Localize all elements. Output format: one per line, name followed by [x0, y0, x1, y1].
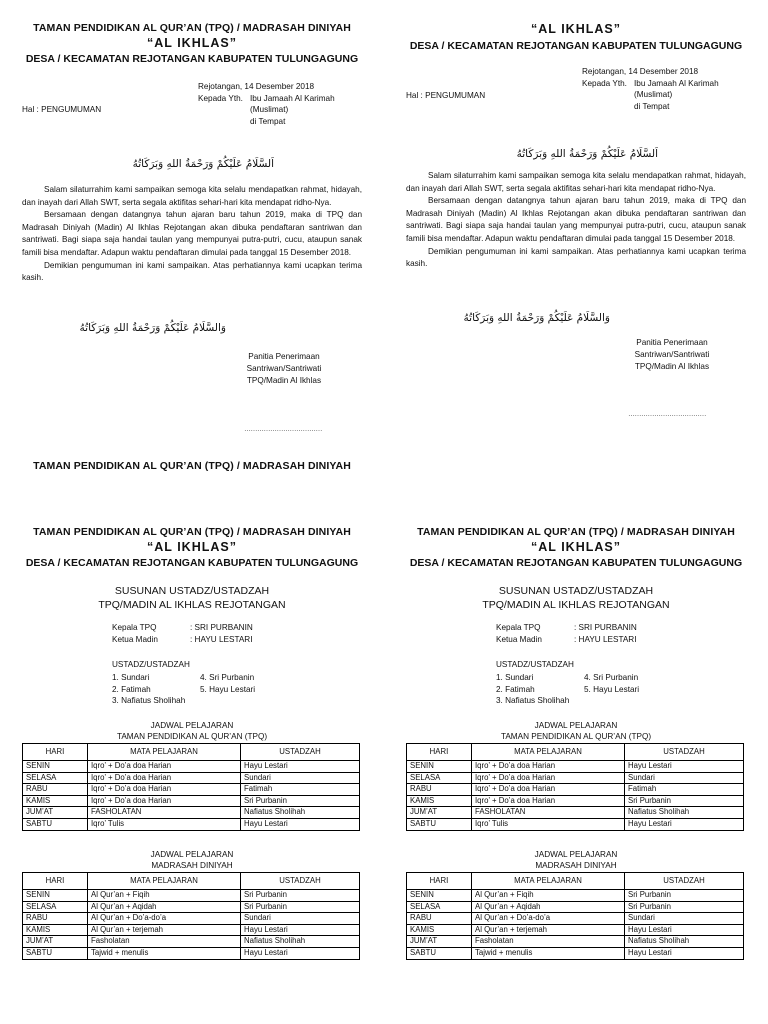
cell-day: JUM’AT: [23, 807, 88, 819]
cell-day: SELASA: [407, 772, 472, 784]
address-group: (Muslimat): [634, 90, 673, 100]
cell-subject: Al Qur’an + terjemah: [472, 924, 625, 936]
cell-subject: Iqro’ + Do’a doa Harian: [472, 761, 625, 773]
table-row: [407, 890, 744, 902]
cell-day: SELASA: [23, 901, 88, 913]
cell-subject: Iqro’ Tulis: [88, 818, 241, 830]
table-row: [407, 913, 744, 925]
table-row: [407, 818, 744, 830]
col-hari: HARI: [407, 744, 472, 761]
table-header-row: [23, 744, 360, 761]
table-row: [23, 901, 360, 913]
table-row: [407, 924, 744, 936]
table-header-row: [407, 873, 744, 890]
col-ustadzah: USTADZAH: [241, 744, 360, 761]
header-line-2: “AL IKHLAS”: [531, 540, 621, 554]
table-row: [23, 936, 360, 948]
table-row: [407, 761, 744, 773]
address-label: Kepada Yth.: [582, 78, 627, 88]
sign-line-1: Panitia Penerimaan: [636, 338, 708, 347]
table-row: [407, 901, 744, 913]
table-header-row: [23, 873, 360, 890]
table-row: [23, 818, 360, 830]
ustadz-heading: USTADZ/USTADZAH: [496, 660, 574, 669]
schedule-panel-left: [0, 512, 384, 1024]
staff-item: 2. Fatimah: [496, 684, 535, 694]
paragraph-1: Salam silaturrahim kami sampaikan semoga kita selalu mendapatkan rahmat, hidayah, dan inayah dari Allah SWT, serta segala aktifitas sehari-hari kita mendapat ridho-Nya.: [406, 171, 746, 193]
cell-teacher: Nafiatus Sholihah: [625, 936, 744, 948]
staff-item: 4. Sri Purbanin: [584, 673, 639, 682]
staff-title-1: SUSUNAN USTADZ/USTADZAH: [114, 585, 270, 597]
madin-schedule-title-1: JADWAL PELAJARAN: [534, 850, 618, 859]
address-place: di Tempat: [250, 116, 286, 126]
signature-block: [610, 337, 734, 373]
address-place: di Tempat: [634, 101, 670, 111]
salam-opening: اَلسَّلَامُ عَلَيْكُمْ وَرَحْمَةُ اللهِ وَبَرَكَاتُهُ: [516, 148, 658, 160]
cell-day: SABTU: [407, 818, 472, 830]
staff-list: [112, 672, 255, 707]
cell-subject: Fasholatan: [472, 936, 625, 948]
cell-subject: Tajwid + menulis: [472, 947, 625, 959]
tpq-schedule-title-1: JADWAL PELAJARAN: [534, 721, 618, 730]
staff-title-2: TPQ/MADIN AL IKHLAS REJOTANGAN: [482, 599, 670, 611]
paragraph-3: Demikian pengumuman ini kami sampaikan. Atas perhatiannya kami ucapkan terima kasih.: [22, 260, 362, 283]
cell-teacher: Fatimah: [625, 784, 744, 796]
letter-address: [198, 81, 335, 127]
staff-list: [496, 672, 639, 707]
tpq-schedule-title-1: JADWAL PELAJARAN: [150, 721, 234, 730]
cell-teacher: Hayu Lestari: [625, 924, 744, 936]
table-row: [407, 807, 744, 819]
madin-schedule-table: [22, 872, 360, 960]
schedule-panel-right: [384, 512, 768, 1024]
paragraph-3: Demikian pengumuman ini kami sampaikan. Atas perhatiannya kami ucapkan terima kasih.: [406, 246, 746, 269]
table-row: [407, 947, 744, 959]
cell-teacher: Sundari: [625, 913, 744, 925]
cell-subject: Al Qur’an + terjemah: [88, 924, 241, 936]
col-mapel: MATA PELAJARAN: [472, 744, 625, 761]
cell-day: RABU: [23, 784, 88, 796]
cell-teacher: Sri Purbanin: [625, 795, 744, 807]
table-row: [23, 795, 360, 807]
sign-line-2: Santriwan/Santriwati: [246, 364, 322, 373]
salam-closing: وَالسَّلَامُ عَلَيْكُمْ وَرَحْمَةُ اللهِ وَبَرَكَاتُهُ: [79, 322, 226, 334]
cell-day: SELASA: [23, 772, 88, 784]
leaders: [112, 622, 253, 645]
cell-subject: Iqro’ + Do’a doa Harian: [472, 772, 625, 784]
table-row: [23, 913, 360, 925]
kepala-label: Kepala TPQ: [112, 623, 157, 632]
tpq-schedule-title-2: TAMAN PENDIDIKAN AL QUR’AN (TPQ): [116, 732, 268, 741]
ketua-value: : HAYU LESTARI: [190, 634, 253, 644]
address-group: (Muslimat): [250, 105, 289, 115]
repeat-header: TAMAN PENDIDIKAN AL QUR’AN (TPQ) / MADRASAH DINIYAH: [33, 460, 351, 472]
cell-teacher: Nafiatus Sholihah: [241, 936, 360, 948]
cell-subject: Al Qur’an + Fiqih: [88, 890, 241, 902]
cell-day: SABTU: [23, 818, 88, 830]
ustadz-heading: USTADZ/USTADZAH: [112, 660, 190, 669]
cell-teacher: Fatimah: [241, 784, 360, 796]
col-hari: HARI: [23, 873, 88, 890]
cell-subject: Iqro’ Tulis: [472, 818, 625, 830]
staff-item: 3. Nafiatus Sholihah: [496, 696, 570, 705]
cell-teacher: Hayu Lestari: [625, 761, 744, 773]
sign-line-3: TPQ/Madin Al Ikhlas: [634, 362, 710, 371]
cell-teacher: Hayu Lestari: [625, 947, 744, 959]
address-name: Ibu Jamaah Al Karimah: [250, 93, 335, 103]
madin-schedule-table: [406, 872, 744, 960]
cell-subject: Tajwid + menulis: [88, 947, 241, 959]
letter-address: [582, 66, 719, 112]
salam-opening: اَلسَّلَامُ عَلَيْكُمْ وَرَحْمَةُ اللهِ وَبَرَكَاتُهُ: [132, 158, 274, 170]
ketua-label: Ketua Madin: [112, 634, 158, 644]
cell-day: JUM’AT: [407, 936, 472, 948]
table-row: [23, 784, 360, 796]
table-row: [407, 784, 744, 796]
paragraph-1: Salam silaturrahim kami sampaikan semoga kita selalu mendapatkan rahmat, hidayah, dan inayah dari Allah SWT, serta segala aktifitas sehari-hari kita mendapat ridho-Nya.: [22, 185, 362, 207]
cell-day: SENIN: [407, 761, 472, 773]
header-line-1: TAMAN PENDIDIKAN AL QUR’AN (TPQ) / MADRASAH DINIYAH: [33, 22, 351, 34]
madin-schedule-title-1: JADWAL PELAJARAN: [150, 850, 234, 859]
cell-teacher: Sundari: [241, 913, 360, 925]
tpq-schedule-table: [406, 743, 744, 831]
ketua-label: Ketua Madin: [496, 634, 542, 644]
cell-day: KAMIS: [407, 795, 472, 807]
cell-subject: Fasholatan: [88, 936, 241, 948]
table-row: [407, 795, 744, 807]
cell-subject: Iqro’ + Do’a doa Harian: [88, 772, 241, 784]
table-row: [23, 807, 360, 819]
tpq-schedule-title-2: TAMAN PENDIDIKAN AL QUR’AN (TPQ): [500, 732, 652, 741]
header-line-1: TAMAN PENDIDIKAN AL QUR’AN (TPQ) / MADRASAH DINIYAH: [417, 526, 735, 538]
cell-day: JUM’AT: [23, 936, 88, 948]
letter-date: Rejotangan, 14 Desember 2018: [198, 82, 315, 91]
cell-subject: Al Qur’an + Do’a-do’a: [88, 913, 241, 925]
cell-teacher: Hayu Lestari: [625, 818, 744, 830]
cell-subject: FASHOLATAN: [88, 807, 241, 819]
madin-schedule-title-2: MADRASAH DINIYAH: [151, 861, 233, 870]
cell-teacher: Sundari: [625, 772, 744, 784]
staff-item: 5. Hayu Lestari: [584, 684, 640, 694]
staff-title-2: TPQ/MADIN AL IKHLAS REJOTANGAN: [98, 599, 286, 611]
table-row: [23, 947, 360, 959]
letter-body: [22, 184, 362, 285]
header-line-3: DESA / KECAMATAN REJOTANGAN KABUPATEN TULUNGAGUNG: [25, 557, 359, 569]
cell-subject: Al Qur’an + Fiqih: [472, 890, 625, 902]
cell-teacher: Sri Purbanin: [241, 890, 360, 902]
address-name: Ibu Jamaah Al Karimah: [634, 78, 719, 88]
cell-teacher: Sundari: [241, 772, 360, 784]
cell-subject: Al Qur’an + Aqidah: [88, 901, 241, 913]
cell-teacher: Hayu Lestari: [241, 924, 360, 936]
kepala-value: : SRI PURBANIN: [574, 623, 637, 632]
cell-subject: Iqro’ + Do’a doa Harian: [472, 795, 625, 807]
cell-teacher: Nafiatus Sholihah: [625, 807, 744, 819]
table-row: [23, 761, 360, 773]
cell-subject: Iqro’ + Do’a doa Harian: [472, 784, 625, 796]
cell-subject: Al Qur’an + Do’a-do’a: [472, 913, 625, 925]
address-label: Kepada Yth.: [198, 93, 243, 103]
cell-day: RABU: [407, 913, 472, 925]
leaders: [496, 622, 637, 645]
cell-subject: Iqro’ + Do’a doa Harian: [88, 795, 241, 807]
header-line-1: TAMAN PENDIDIKAN AL QUR’AN (TPQ) / MADRASAH DINIYAH: [33, 526, 351, 538]
cell-day: SABTU: [23, 947, 88, 959]
col-ustadzah: USTADZAH: [241, 873, 360, 890]
staff-item: 5. Hayu Lestari: [200, 684, 256, 694]
cell-subject: Al Qur’an + Aqidah: [472, 901, 625, 913]
table-row: [23, 890, 360, 902]
letter-subject: Hal : PENGUMUMAN: [406, 91, 486, 100]
cell-subject: Iqro’ + Do’a doa Harian: [88, 784, 241, 796]
table-row: [23, 924, 360, 936]
cell-day: KAMIS: [407, 924, 472, 936]
cell-teacher: Hayu Lestari: [241, 761, 360, 773]
col-hari: HARI: [23, 744, 88, 761]
paragraph-2: Bersamaan dengan datangnya tahun ajaran baru tahun 2019, maka di TPQ dan Madrasah Diniyah (Madin) Al Ikhlas Rejotangan akan dibuka pendaftaran santriwan dan santriwati. Bagi siapa saja handai taulan yang mempunyai putra-putri, cucu, ataupun sanak famili bisa mendaftar. Adapun waktu pendaftaran dimulai pada tanggal 15 Desember 2018.: [22, 210, 362, 257]
madin-schedule-title-2: MADRASAH DINIYAH: [535, 861, 617, 870]
cell-day: SENIN: [23, 761, 88, 773]
cell-teacher: Sri Purbanin: [625, 901, 744, 913]
cell-teacher: Sri Purbanin: [625, 890, 744, 902]
ketua-value: : HAYU LESTARI: [574, 634, 637, 644]
cell-teacher: Hayu Lestari: [241, 818, 360, 830]
staff-item: 2. Fatimah: [112, 684, 151, 694]
table-row: [23, 772, 360, 784]
cell-day: SELASA: [407, 901, 472, 913]
sign-line-3: TPQ/Madin Al Ikhlas: [246, 376, 322, 385]
letter-date: Rejotangan, 14 Desember 2018: [582, 67, 699, 76]
col-hari: HARI: [407, 873, 472, 890]
salam-closing: وَالسَّلَامُ عَلَيْكُمْ وَرَحْمَةُ اللهِ وَبَرَكَاتُهُ: [463, 312, 610, 324]
staff-item: 4. Sri Purbanin: [200, 673, 255, 682]
cell-subject: Iqro’ + Do’a doa Harian: [88, 761, 241, 773]
col-ustadzah: USTADZAH: [625, 873, 744, 890]
staff-item: 3. Nafiatus Sholihah: [112, 696, 186, 705]
letter-panel-right: [384, 0, 768, 512]
kepala-value: : SRI PURBANIN: [190, 623, 253, 632]
sign-line-1: Panitia Penerimaan: [248, 352, 320, 361]
col-mapel: MATA PELAJARAN: [88, 873, 241, 890]
header-line-2: “AL IKHLAS”: [531, 22, 621, 36]
cell-day: SABTU: [407, 947, 472, 959]
cell-subject: FASHOLATAN: [472, 807, 625, 819]
signature-block: [222, 351, 346, 387]
signature-line: ………………………………: [244, 426, 322, 433]
cell-day: RABU: [23, 913, 88, 925]
staff-item: 1. Sundari: [112, 673, 150, 682]
table-header-row: [407, 744, 744, 761]
table-row: [407, 936, 744, 948]
header-line-3: DESA / KECAMATAN REJOTANGAN KABUPATEN TULUNGAGUNG: [409, 40, 743, 52]
cell-teacher: Sri Purbanin: [241, 901, 360, 913]
cell-day: JUM’AT: [407, 807, 472, 819]
col-mapel: MATA PELAJARAN: [88, 744, 241, 761]
cell-day: KAMIS: [23, 924, 88, 936]
letter-body: [406, 170, 746, 271]
header-line-3: DESA / KECAMATAN REJOTANGAN KABUPATEN TULUNGAGUNG: [25, 53, 359, 65]
cell-day: SENIN: [407, 890, 472, 902]
staff-item: 1. Sundari: [496, 673, 534, 682]
letter-panel-left: [0, 0, 384, 512]
kepala-label: Kepala TPQ: [496, 623, 541, 632]
col-ustadzah: USTADZAH: [625, 744, 744, 761]
signature-line: ………………………………: [628, 411, 706, 418]
cell-teacher: Nafiatus Sholihah: [241, 807, 360, 819]
letter-subject: Hal : PENGUMUMAN: [22, 105, 102, 114]
header-line-3: DESA / KECAMATAN REJOTANGAN KABUPATEN TULUNGAGUNG: [409, 557, 743, 569]
cell-day: RABU: [407, 784, 472, 796]
tpq-schedule-table: [22, 743, 360, 831]
header-line-2: “AL IKHLAS”: [147, 36, 237, 50]
header-line-2: “AL IKHLAS”: [147, 540, 237, 554]
cell-day: SENIN: [23, 890, 88, 902]
table-row: [407, 772, 744, 784]
staff-title-1: SUSUNAN USTADZ/USTADZAH: [498, 585, 654, 597]
cell-day: KAMIS: [23, 795, 88, 807]
sign-line-2: Santriwan/Santriwati: [634, 350, 710, 359]
paragraph-2: Bersamaan dengan datangnya tahun ajaran baru tahun 2019, maka di TPQ dan Madrasah Diniyah (Madin) Al Ikhlas Rejotangan akan dibuka pendaftaran santriwan dan santriwati. Bagi siapa saja handai taulan yang mempunyai putra-putri, cucu, ataupun sanak famili bisa mendaftar. Adapun waktu pendaftaran dimulai pada tanggal 15 Desember 2018.: [406, 196, 746, 243]
col-mapel: MATA PELAJARAN: [472, 873, 625, 890]
cell-teacher: Hayu Lestari: [241, 947, 360, 959]
cell-teacher: Sri Purbanin: [241, 795, 360, 807]
